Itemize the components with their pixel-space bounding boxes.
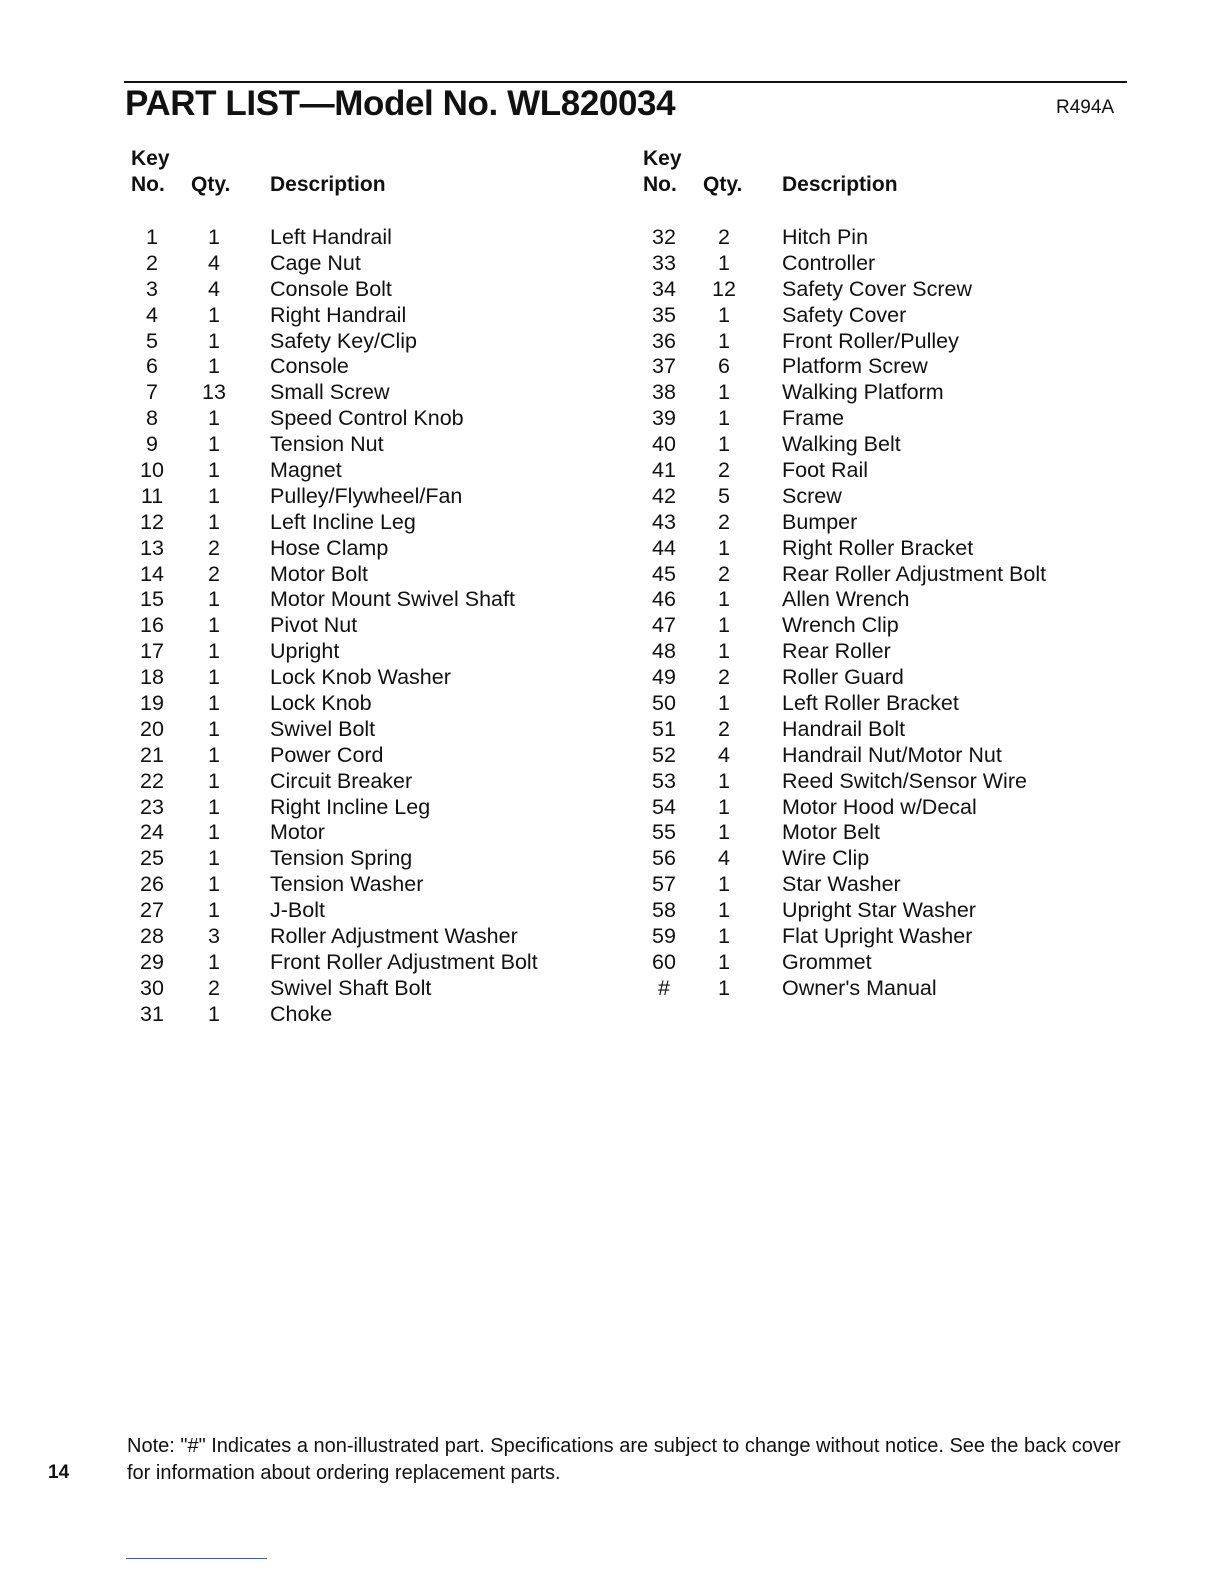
- part-row: [643, 691, 1113, 717]
- part-row: [643, 846, 1113, 872]
- part-quantity: 1: [718, 768, 730, 793]
- part-quantity: 4: [718, 742, 730, 767]
- part-description: Power Cord: [270, 742, 384, 767]
- part-quantity: 1: [208, 509, 220, 534]
- part-quantity: 1: [208, 1001, 220, 1026]
- part-row: [131, 924, 601, 950]
- part-key-number: 44: [652, 535, 676, 560]
- part-quantity: 13: [202, 380, 226, 405]
- part-quantity: 2: [208, 975, 220, 1000]
- part-key-number: 52: [652, 742, 676, 767]
- header-description: Description: [270, 173, 386, 196]
- part-key-number: 49: [652, 665, 676, 690]
- part-key-number: 39: [652, 406, 676, 431]
- part-description: Pivot Nut: [270, 613, 358, 638]
- part-description: Console: [270, 354, 349, 379]
- part-key-number: 10: [140, 458, 164, 483]
- part-description: Console Bolt: [270, 276, 392, 301]
- part-quantity: 2: [208, 561, 220, 586]
- part-row: [643, 872, 1113, 898]
- part-description: Rear Roller Adjustment Bolt: [782, 561, 1047, 586]
- part-key-number: 7: [146, 380, 158, 405]
- part-quantity: 1: [718, 924, 730, 949]
- part-row: [131, 1002, 601, 1028]
- part-description: Safety Key/Clip: [270, 328, 417, 353]
- part-description: Handrail Bolt: [782, 716, 906, 741]
- part-description: Upright Star Washer: [782, 898, 976, 923]
- part-key-number: 24: [140, 820, 164, 845]
- part-quantity: 1: [718, 432, 730, 457]
- part-key-number: 59: [652, 924, 676, 949]
- part-description: Cage Nut: [270, 250, 361, 275]
- part-description: Motor Bolt: [270, 561, 368, 586]
- part-row: [131, 432, 601, 458]
- part-description: Front Roller Adjustment Bolt: [270, 949, 538, 974]
- part-row: [131, 484, 601, 510]
- part-row: [131, 562, 601, 588]
- part-key-number: 2: [146, 250, 158, 275]
- part-description: Lock Knob Washer: [270, 665, 451, 690]
- part-quantity: 1: [718, 613, 730, 638]
- part-row: [131, 665, 601, 691]
- header-qty: Qty.: [703, 173, 743, 196]
- part-description: Handrail Nut/Motor Nut: [782, 742, 1002, 767]
- part-row: [643, 924, 1113, 950]
- part-quantity: 1: [208, 846, 220, 871]
- part-key-number: 30: [140, 975, 164, 1000]
- part-quantity: 1: [208, 613, 220, 638]
- part-description: Rear Roller: [782, 639, 891, 664]
- part-quantity: 1: [208, 328, 220, 353]
- part-row: [643, 536, 1113, 562]
- part-key-number: 27: [140, 898, 164, 923]
- part-key-number: 25: [140, 846, 164, 871]
- part-quantity: 2: [718, 716, 730, 741]
- part-quantity: 2: [718, 225, 730, 249]
- part-key-number: 42: [652, 483, 676, 508]
- part-row: [131, 795, 601, 821]
- part-key-number: 48: [652, 639, 676, 664]
- part-row: [643, 665, 1113, 691]
- part-row: [131, 691, 601, 717]
- part-quantity: 1: [718, 820, 730, 845]
- part-description: Foot Rail: [782, 458, 869, 483]
- part-key-number: 19: [140, 691, 164, 716]
- part-row: [131, 380, 601, 406]
- part-quantity: 1: [718, 302, 730, 327]
- part-description: Circuit Breaker: [270, 768, 413, 793]
- part-row: [643, 562, 1113, 588]
- part-quantity: 1: [208, 458, 220, 483]
- part-key-number: 43: [652, 509, 676, 534]
- part-row: [131, 587, 601, 613]
- part-key-number: 31: [140, 1001, 164, 1026]
- part-key-number: 37: [652, 354, 676, 379]
- part-description: Small Screw: [270, 380, 390, 405]
- top-rule: [124, 81, 1127, 83]
- part-description: Reed Switch/Sensor Wire: [782, 768, 1027, 793]
- parts-rows-left: [131, 225, 601, 1028]
- part-key-number: 57: [652, 872, 676, 897]
- part-key-number: 32: [652, 225, 676, 249]
- part-row: [131, 277, 601, 303]
- part-description: Allen Wrench: [782, 587, 910, 612]
- part-description: Safety Cover: [782, 302, 907, 327]
- part-quantity: 3: [208, 924, 220, 949]
- part-quantity: 2: [208, 535, 220, 560]
- header-key: Key: [643, 147, 682, 170]
- part-description: Right Roller Bracket: [782, 535, 974, 560]
- part-key-number: 56: [652, 846, 676, 871]
- part-description: Grommet: [782, 949, 872, 974]
- part-quantity: 1: [208, 949, 220, 974]
- part-row: [643, 639, 1113, 665]
- part-key-number: 46: [652, 587, 676, 612]
- part-quantity: 4: [208, 276, 220, 301]
- part-key-number: 58: [652, 898, 676, 923]
- part-key-number: 28: [140, 924, 164, 949]
- part-key-number: 36: [652, 328, 676, 353]
- part-row: [131, 406, 601, 432]
- part-row: [131, 510, 601, 536]
- part-quantity: 1: [208, 225, 220, 249]
- part-quantity: 2: [718, 509, 730, 534]
- part-row: [643, 717, 1113, 743]
- part-quantity: 4: [718, 846, 730, 871]
- part-key-number: 34: [652, 276, 676, 301]
- part-quantity: 1: [718, 949, 730, 974]
- part-quantity: 1: [208, 794, 220, 819]
- part-key-number: 17: [140, 639, 164, 664]
- part-description: Motor Hood w/Decal: [782, 794, 977, 819]
- part-key-number: 13: [140, 535, 164, 560]
- part-key-number: 1: [146, 225, 158, 249]
- part-row: [643, 406, 1113, 432]
- part-quantity: 1: [208, 432, 220, 457]
- page-title: PART LIST—Model No. WL820034: [125, 84, 676, 123]
- part-description: Speed Control Knob: [270, 406, 464, 431]
- part-description: Right Handrail: [270, 302, 407, 327]
- part-description: Tension Nut: [270, 432, 384, 457]
- part-quantity: 1: [208, 639, 220, 664]
- part-row: [643, 354, 1113, 380]
- part-key-number: 21: [140, 742, 164, 767]
- part-quantity: 1: [718, 691, 730, 716]
- part-row: [131, 303, 601, 329]
- part-key-number: 53: [652, 768, 676, 793]
- part-key-number: 41: [652, 458, 676, 483]
- part-description: Upright: [270, 639, 340, 664]
- part-key-number: 22: [140, 768, 164, 793]
- part-quantity: 1: [208, 406, 220, 431]
- part-description: Choke: [270, 1001, 333, 1026]
- part-description: Front Roller/Pulley: [782, 328, 959, 353]
- part-quantity: 1: [208, 716, 220, 741]
- part-row: [643, 510, 1113, 536]
- part-key-number: 60: [652, 949, 676, 974]
- part-description: Pulley/Flywheel/Fan: [270, 483, 463, 508]
- part-row: [643, 458, 1113, 484]
- part-quantity: 1: [208, 742, 220, 767]
- part-quantity: 4: [208, 250, 220, 275]
- part-description: Owner's Manual: [782, 975, 937, 1000]
- part-row: [131, 898, 601, 924]
- part-description: Left Handrail: [270, 225, 392, 249]
- part-row: [643, 976, 1113, 1002]
- part-row: [643, 303, 1113, 329]
- part-quantity: 1: [718, 639, 730, 664]
- part-description: Walking Belt: [782, 432, 901, 457]
- footer-rule: [126, 1558, 267, 1559]
- part-description: Hitch Pin: [782, 225, 869, 249]
- part-quantity: 1: [718, 975, 730, 1000]
- part-quantity: 1: [718, 794, 730, 819]
- part-description: Tension Washer: [270, 872, 424, 897]
- header-key: Key: [131, 147, 170, 170]
- header-description: Description: [782, 173, 898, 196]
- part-row: [131, 458, 601, 484]
- part-key-number: 33: [652, 250, 676, 275]
- part-row: [131, 743, 601, 769]
- part-quantity: 5: [718, 483, 730, 508]
- part-row: [131, 536, 601, 562]
- part-description: Swivel Shaft Bolt: [270, 975, 432, 1000]
- part-key-number: 38: [652, 380, 676, 405]
- part-quantity: 1: [718, 406, 730, 431]
- part-description: Safety Cover Screw: [782, 276, 972, 301]
- part-quantity: 1: [208, 302, 220, 327]
- part-quantity: 6: [718, 354, 730, 379]
- part-description: Motor: [270, 820, 325, 845]
- part-row: [131, 329, 601, 355]
- part-quantity: 1: [718, 535, 730, 560]
- part-row: [131, 950, 601, 976]
- part-row: [131, 872, 601, 898]
- part-description: Wrench Clip: [782, 613, 899, 638]
- part-row: [131, 717, 601, 743]
- part-key-number: #: [658, 975, 670, 1000]
- part-key-number: 35: [652, 302, 676, 327]
- part-quantity: 1: [208, 665, 220, 690]
- part-row: [131, 820, 601, 846]
- part-description: Roller Adjustment Washer: [270, 924, 518, 949]
- part-key-number: 54: [652, 794, 676, 819]
- part-row: [131, 225, 601, 251]
- part-quantity: 1: [718, 250, 730, 275]
- part-row: [643, 484, 1113, 510]
- part-key-number: 8: [146, 406, 158, 431]
- part-row: [643, 225, 1113, 251]
- part-key-number: 50: [652, 691, 676, 716]
- part-key-number: 51: [652, 716, 676, 741]
- part-row: [643, 380, 1113, 406]
- parts-column-left: [131, 147, 601, 1026]
- document-code: R494A: [1056, 97, 1115, 118]
- part-description: Motor Mount Swivel Shaft: [270, 587, 515, 612]
- part-quantity: 1: [208, 898, 220, 923]
- part-quantity: 2: [718, 561, 730, 586]
- part-quantity: 1: [718, 380, 730, 405]
- part-description: Magnet: [270, 458, 342, 483]
- part-row: [643, 743, 1113, 769]
- part-description: Left Roller Bracket: [782, 691, 959, 716]
- part-quantity: 2: [718, 665, 730, 690]
- part-row: [131, 613, 601, 639]
- part-row: [131, 846, 601, 872]
- part-row: [131, 639, 601, 665]
- part-description: Frame: [782, 406, 845, 431]
- part-description: Motor Belt: [782, 820, 880, 845]
- part-quantity: 1: [208, 872, 220, 897]
- part-quantity: 2: [718, 458, 730, 483]
- part-row: [643, 769, 1113, 795]
- part-row: [131, 354, 601, 380]
- page-number: 14: [48, 1462, 70, 1483]
- column-header: [131, 147, 601, 203]
- part-row: [131, 976, 601, 1002]
- part-quantity: 1: [208, 587, 220, 612]
- part-description: Left Incline Leg: [270, 509, 416, 534]
- part-description: Hose Clamp: [270, 535, 389, 560]
- part-description: Swivel Bolt: [270, 716, 376, 741]
- part-key-number: 20: [140, 716, 164, 741]
- header-no: No.: [643, 173, 677, 196]
- part-row: [131, 251, 601, 277]
- part-row: [643, 277, 1113, 303]
- part-description: Screw: [782, 483, 842, 508]
- part-row: [643, 613, 1113, 639]
- part-quantity: 12: [712, 276, 736, 301]
- part-description: Roller Guard: [782, 665, 904, 690]
- part-key-number: 18: [140, 665, 164, 690]
- part-row: [643, 251, 1113, 277]
- part-key-number: 26: [140, 872, 164, 897]
- part-description: Platform Screw: [782, 354, 928, 379]
- part-description: J-Bolt: [270, 898, 325, 923]
- part-key-number: 4: [146, 302, 158, 327]
- part-description: Wire Clip: [782, 846, 870, 871]
- part-key-number: 3: [146, 276, 158, 301]
- part-quantity: 1: [208, 820, 220, 845]
- part-quantity: 1: [208, 354, 220, 379]
- part-key-number: 5: [146, 328, 158, 353]
- part-quantity: 1: [208, 691, 220, 716]
- part-key-number: 55: [652, 820, 676, 845]
- part-key-number: 40: [652, 432, 676, 457]
- part-key-number: 23: [140, 794, 164, 819]
- part-description: Lock Knob: [270, 691, 372, 716]
- part-key-number: 16: [140, 613, 164, 638]
- part-key-number: 6: [146, 354, 158, 379]
- part-description: Flat Upright Washer: [782, 924, 973, 949]
- part-row: [643, 329, 1113, 355]
- part-key-number: 47: [652, 613, 676, 638]
- part-key-number: 15: [140, 587, 164, 612]
- part-key-number: 45: [652, 561, 676, 586]
- part-key-number: 9: [146, 432, 158, 457]
- part-description: Bumper: [782, 509, 858, 534]
- part-quantity: 1: [208, 483, 220, 508]
- part-description: Controller: [782, 250, 876, 275]
- column-header: [643, 147, 1113, 203]
- part-description: Right Incline Leg: [270, 794, 431, 819]
- part-quantity: 1: [718, 328, 730, 353]
- part-row: [643, 950, 1113, 976]
- part-row: [131, 769, 601, 795]
- footer-note: Note: "#" Indicates a non-illustrated part. Specifications are subject to change without notice. See the back cover for information about ordering replacement parts.: [127, 1435, 1121, 1484]
- part-row: [643, 432, 1113, 458]
- part-description: Star Washer: [782, 872, 901, 897]
- part-quantity: 1: [718, 587, 730, 612]
- part-row: [643, 587, 1113, 613]
- part-row: [643, 820, 1113, 846]
- header-no: No.: [131, 173, 165, 196]
- header-qty: Qty.: [191, 173, 231, 196]
- part-description: Walking Platform: [782, 380, 944, 405]
- part-key-number: 11: [140, 483, 164, 508]
- part-key-number: 12: [140, 509, 164, 534]
- part-key-number: 29: [140, 949, 164, 974]
- part-quantity: 1: [208, 768, 220, 793]
- part-description: Tension Spring: [270, 846, 413, 871]
- part-row: [643, 795, 1113, 821]
- parts-rows-right: [643, 225, 1113, 1002]
- part-quantity: 1: [718, 898, 730, 923]
- part-key-number: 14: [140, 561, 164, 586]
- part-row: [643, 898, 1113, 924]
- parts-column-right: [643, 147, 1113, 1000]
- part-quantity: 1: [718, 872, 730, 897]
